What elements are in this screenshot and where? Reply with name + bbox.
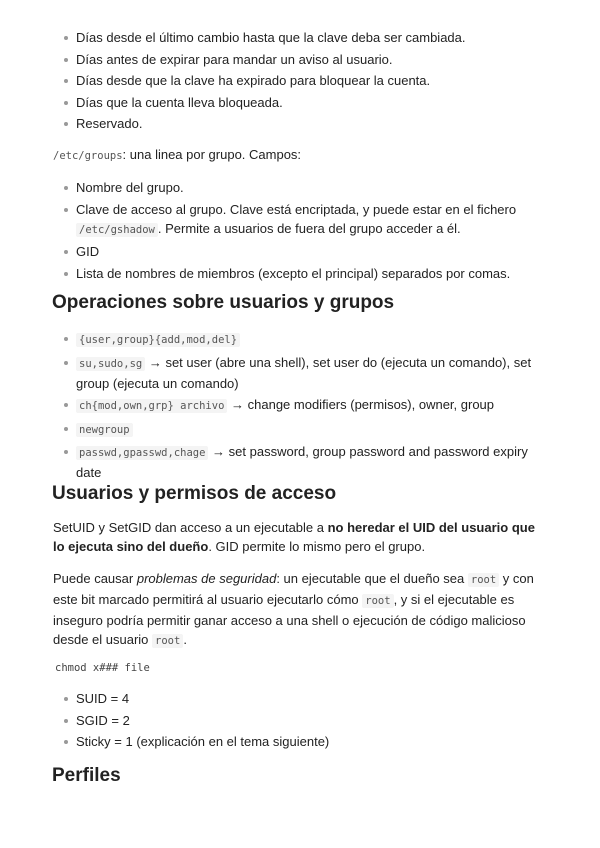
paragraph-text: Puede causar: [53, 571, 137, 586]
setuid-paragraph: [0, 518, 600, 556]
list-item: Días que la cuenta lleva bloqueada.: [0, 93, 600, 112]
list-item-text: → change modifiers (permisos), owner, group: [227, 397, 495, 413]
ops-list-section: [0, 329, 600, 485]
chmod-code-block: [0, 660, 600, 676]
paragraph-text: , y si el ejecutable es inseguro podría permitir ganar acceso a una shell o ejecución de código malicioso desde el usuario: [53, 592, 526, 647]
list-item: Días desde el último cambio hasta que la clave deba ser cambiada.: [0, 28, 600, 47]
list-item: Días antes de expirar para mandar un aviso al usuario.: [0, 50, 600, 69]
list-item-text: → set user (abre una shell), set user do (ejecuta un comando), set group (ejecuta un comando): [76, 354, 532, 391]
paragraph-text: . GID permite lo mismo pero el grupo.: [208, 539, 426, 554]
list-item: [0, 395, 600, 416]
list-item: SGID = 2: [0, 711, 600, 730]
list-item: Reservado.: [0, 114, 600, 133]
inline-code: {user,group}{add,mod,del}: [76, 333, 240, 347]
profiles-section: [0, 764, 600, 788]
inline-code: root: [362, 594, 393, 608]
list-item: [0, 329, 600, 350]
ops-section: [0, 291, 600, 315]
inline-code: su,sudo,sg: [76, 357, 145, 371]
perms-paragraph-2-wrap: [0, 569, 600, 651]
ops-list: [0, 329, 600, 482]
paragraph-text: .: [183, 632, 187, 647]
list-item-text: → set password, group password and password expiry date: [76, 444, 528, 481]
security-paragraph: [0, 569, 600, 651]
code-block: chmod x### file: [55, 662, 150, 674]
inline-code: newgroup: [76, 423, 133, 437]
groups-intro-text: : una linea por grupo. Campos:: [122, 147, 302, 162]
shadow-fields-list: [0, 28, 600, 133]
group-fields-list: [0, 178, 600, 283]
list-item-text: Clave de acceso al grupo. Clave está encriptada, y puede estar en el fichero: [76, 201, 517, 217]
list-item: GID: [0, 242, 600, 261]
inline-code: root: [152, 634, 183, 648]
list-item: Lista de nombres de miembros (excepto el principal) separados por comas.: [0, 264, 600, 283]
italic-text: problemas de seguridad: [136, 571, 277, 586]
list-item-text: . Permite a usuarios de fuera del grupo acceder a él.: [157, 220, 461, 236]
list-item: [0, 353, 600, 393]
list-item: Nombre del grupo.: [0, 178, 600, 197]
list-item: Sticky = 1 (explicación en el tema siguiente): [0, 732, 600, 751]
inline-code: /etc/groups: [53, 150, 123, 162]
bold-text: no heredar el UID del usuario que lo ejecuta sino del dueño: [53, 520, 535, 554]
inline-code: ch{mod,own,grp} archivo: [76, 399, 227, 413]
inline-code: root: [468, 573, 499, 587]
section-heading: Usuarios y permisos de acceso: [52, 483, 337, 504]
bits-section: [0, 689, 600, 754]
groups-intro-paragraph: [0, 145, 600, 166]
list-item: SUID = 4: [0, 689, 600, 708]
groups-intro-section: [0, 145, 600, 166]
list-item: Días desde que la clave ha expirado para bloquear la cuenta.: [0, 71, 600, 90]
list-item: [0, 419, 600, 440]
perms-paragraph-1-wrap: [0, 518, 600, 556]
paragraph-text: y con este bit marcado permitirá al usuario ejecutarlo cómo: [53, 571, 534, 607]
paragraph-text: : un ejecutable que el dueño sea: [276, 571, 468, 586]
group-fields-section: [0, 178, 600, 285]
inline-code: passwd,gpasswd,chage: [76, 446, 208, 460]
inline-code: /etc/gshadow: [76, 223, 158, 237]
bits-list: [0, 689, 600, 751]
perms-section: [0, 482, 600, 506]
section-heading: Perfiles: [52, 765, 121, 786]
paragraph-text: SetUID y SetGID dan acceso a un ejecutable a: [53, 520, 328, 535]
list-item: [0, 200, 600, 240]
list-item: [0, 442, 600, 482]
section-heading: Operaciones sobre usuarios y grupos: [52, 292, 395, 313]
shadow-fields-section: [0, 28, 600, 136]
